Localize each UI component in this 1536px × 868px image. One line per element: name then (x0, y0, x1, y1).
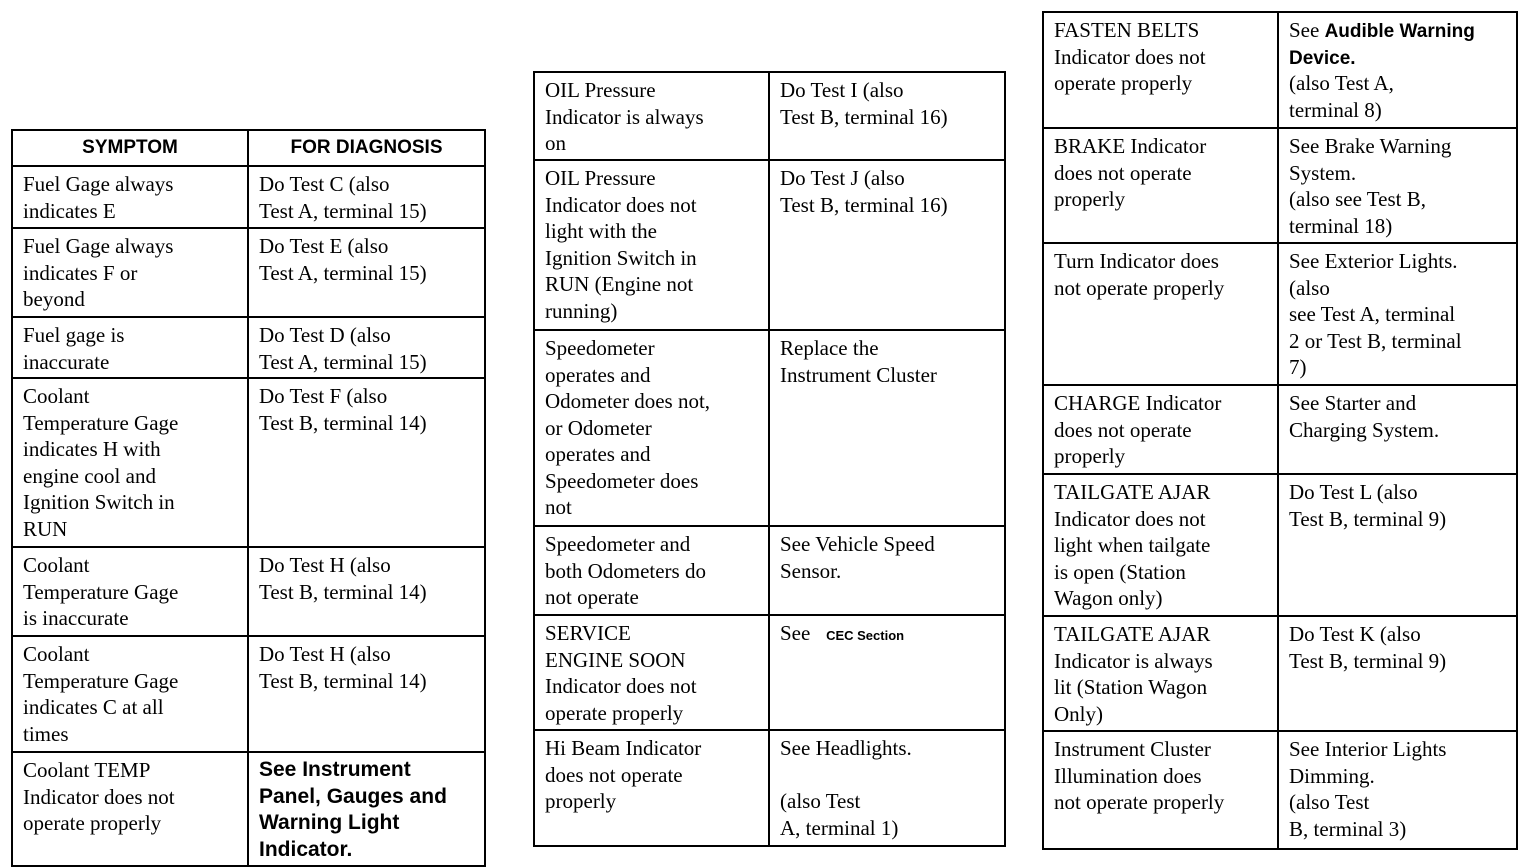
symptom-diagnosis-table-3 (1042, 11, 1518, 850)
table-row (12, 547, 485, 636)
symptom-cell: FASTEN BELTS Indicator does not operate properly (1043, 12, 1278, 128)
diagnosis-cell: See Headlights. (also Test A, terminal 1) (769, 730, 1005, 846)
table-row (12, 636, 485, 752)
table-row (534, 615, 1005, 730)
diagnosis-cell: Do Test K (also Test B, terminal 9) (1278, 616, 1517, 731)
symptom-cell: Instrument Cluster Illumination does not operate properly (1043, 731, 1278, 849)
symptom-cell: Hi Beam Indicator does not operate properly (534, 730, 769, 846)
table-row (12, 166, 485, 228)
audible-warning-reference: Audible Warning Device. (1289, 21, 1475, 69)
diagnosis-cell: See Instrument Panel, Gauges and Warning Light Indicator. (248, 752, 485, 866)
diagnosis-prefix: See (780, 621, 811, 645)
diagnosis-cell: Do Test H (also Test B, terminal 14) (248, 547, 485, 636)
diagnosis-note: (also Test A, terminal 8) (1289, 71, 1394, 122)
symptom-cell: CHARGE Indicator does not operate properly (1043, 385, 1278, 474)
symptom-cell: Coolant Temperature Gage is inaccurate (12, 547, 248, 636)
table-row (12, 228, 485, 317)
diagnosis-cell (1278, 12, 1517, 128)
diagnosis-cell: Do Test I (also Test B, terminal 16) (769, 72, 1005, 160)
symptom-cell: TAILGATE AJAR Indicator does not light when tailgate is open (Station Wagon only) (1043, 474, 1278, 616)
table-row (534, 72, 1005, 160)
symptom-cell: OIL Pressure Indicator does not light with the Ignition Switch in RUN (Engine not running) (534, 160, 769, 330)
diagnosis-cell: See Interior Lights Dimming. (also Test B, terminal 3) (1278, 731, 1517, 849)
diagnosis-cell: Replace the Instrument Cluster (769, 330, 1005, 526)
symptom-diagnosis-table-2 (533, 71, 1006, 847)
table-row (1043, 385, 1517, 474)
table-row (1043, 12, 1517, 128)
symptom-cell: Coolant TEMP Indicator does not operate properly (12, 752, 248, 866)
symptom-cell: Speedometer and both Odometers do not operate (534, 526, 769, 615)
table-row (534, 160, 1005, 330)
diagnosis-cell: Do Test L (also Test B, terminal 9) (1278, 474, 1517, 616)
table-row (1043, 616, 1517, 731)
symptom-cell: TAILGATE AJAR Indicator is always lit (Station Wagon Only) (1043, 616, 1278, 731)
symptom-cell: Fuel Gage always indicates E (12, 166, 248, 228)
diagnosis-prefix: See (1289, 18, 1320, 42)
diagnosis-cell: Do Test C (also Test A, terminal 15) (248, 166, 485, 228)
table-row (12, 317, 485, 378)
diagnosis-cell: See Exterior Lights. (also see Test A, terminal 2 or Test B, terminal 7) (1278, 243, 1517, 385)
table-row (1043, 128, 1517, 243)
diagnosis-cell: Do Test H (also Test B, terminal 14) (248, 636, 485, 752)
symptom-cell: Coolant Temperature Gage indicates H with engine cool and Ignition Switch in RUN (12, 378, 248, 547)
table-row (1043, 243, 1517, 385)
symptom-cell: SERVICE ENGINE SOON Indicator does not operate properly (534, 615, 769, 730)
table-row (534, 526, 1005, 615)
table-header-row (12, 130, 485, 166)
symptom-cell: Fuel gage is inaccurate (12, 317, 248, 378)
symptom-diagnosis-table-1 (11, 129, 486, 867)
diagnosis-cell: Do Test E (also Test A, terminal 15) (248, 228, 485, 317)
table-row (534, 330, 1005, 526)
table-row (1043, 474, 1517, 616)
symptom-cell: Fuel Gage always indicates F or beyond (12, 228, 248, 317)
symptom-cell: Coolant Temperature Gage indicates C at all times (12, 636, 248, 752)
table-row (534, 730, 1005, 846)
diagnosis-header: FOR DIAGNOSIS (248, 130, 485, 166)
symptom-cell: OIL Pressure Indicator is always on (534, 72, 769, 160)
cec-section-reference: CEC Section (826, 628, 905, 643)
table-row (12, 378, 485, 547)
diagnosis-cell: Do Test F (also Test B, terminal 14) (248, 378, 485, 547)
diagnosis-cell: See Vehicle Speed Sensor. (769, 526, 1005, 615)
diagnosis-cell: Do Test D (also Test A, terminal 15) (248, 317, 485, 378)
table-row (1043, 731, 1517, 849)
symptom-cell: Speedometer operates and Odometer does not, or Odometer operates and Speedometer does not (534, 330, 769, 526)
table-row (12, 752, 485, 866)
symptom-header: SYMPTOM (12, 130, 248, 166)
diagnosis-cell: See Brake Warning System. (also see Test B, terminal 18) (1278, 128, 1517, 243)
diagnosis-cell: Do Test J (also Test B, terminal 16) (769, 160, 1005, 330)
diagnosis-cell (769, 615, 1005, 730)
diagnosis-cell: See Starter and Charging System. (1278, 385, 1517, 474)
symptom-cell: Turn Indicator does not operate properly (1043, 243, 1278, 385)
symptom-cell: BRAKE Indicator does not operate properly (1043, 128, 1278, 243)
